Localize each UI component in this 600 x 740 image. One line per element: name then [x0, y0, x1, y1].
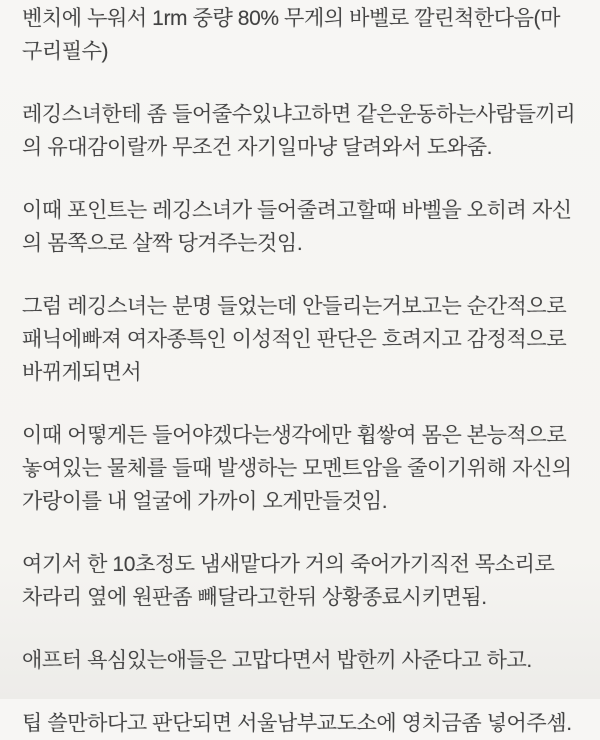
paragraph-5: 이때 어떻게든 들어야겠다는생각에만 휩쌓여 몸은 본능적으로 놓여있는 물체를 들때 발생하는 모멘트암을 줄이기위해 자신의 가랑이를 내 얼굴에 가까이 오게만들것임. — [22, 424, 572, 513]
paragraph-4: 그럼 레깅스녀는 분명 들었는데 안들리는거보고는 순간적으로 패닉에빠져 여자종특인 이성적인 판단은 흐려지고 감정적으로 바뀌게되면서 — [22, 295, 567, 384]
paragraph-3: 이때 포인트는 레깅스녀가 들어줄려고할때 바벨을 오히려 자신의 몸쪽으로 살짝 당겨주는것임. — [22, 199, 572, 255]
paragraph-8: 팁 쓸만하다고 판단되면 서울남부교도소에 영치금좀 넣어주셈. — [22, 712, 572, 735]
paragraph-1: 벤치에 누워서 1rm 중량 80% 무게의 바벨로 깔린척한다음(마구리필수) — [22, 7, 561, 63]
paragraph-7: 애프터 욕심있는애들은 고맙다면서 밥한끼 사준다고 하고. — [22, 649, 532, 672]
paragraph-2: 레깅스녀한테 좀 들어줄수있냐고하면 같은운동하는사람들끼리의 유대감이랄까 무조건 자기일마냥 달려와서 도와줌. — [22, 103, 576, 159]
paragraph-6: 여기서 한 10초정도 냄새맡다가 거의 죽어가기직전 목소리로 차라리 옆에 원판좀 빼달라고한뒤 상황종료시키면됨. — [22, 553, 555, 609]
